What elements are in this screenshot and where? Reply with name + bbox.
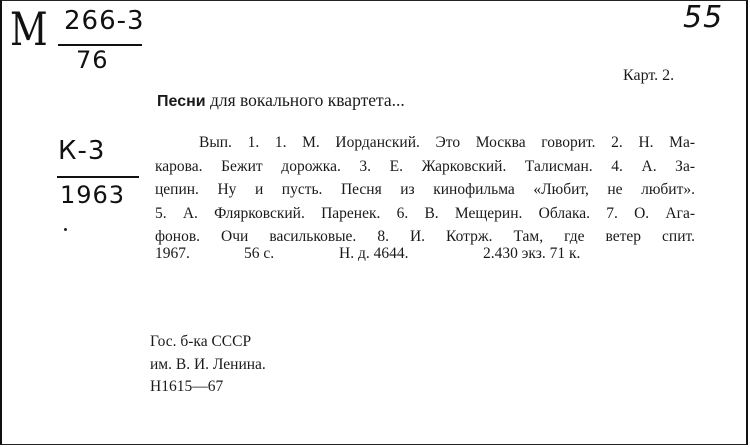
publication-print-run: 2.430 экз. 71 к. [483,245,581,262]
ink-dot [64,228,67,231]
description-line: фонов. Очи васильковые. 8. И. Котрж. Там, где ветер спит. [155,228,695,245]
collection-mark: М [10,2,49,56]
title-bold: Песни [157,93,206,110]
library-name: Гос. б-ка СССР [150,333,252,350]
card-number: 55 [683,0,724,35]
description-line: цепин. Ну и пусть. Песня из кинофильма «Любит, не любит». [155,181,695,198]
code-mark-bottom: 1963 [60,181,126,209]
publication-year: 1967. [155,245,190,262]
card-label: Карт. 2. [623,67,675,84]
shelf-mark-top: 266-3 [64,6,145,36]
description-line: карова. Бежит дорожка. 3. Е. Жарковский. Талисман. 4. А. За- [155,157,695,175]
record-description [155,131,695,249]
description-line: Вып. 1. 1. М. Иорданский. Это Москва говорит. 2. Н. Ма- [199,134,695,151]
library-card-code: Н1615—67 [150,378,224,395]
title-rest: для вокального квартета... [205,90,405,110]
publication-number: Н. д. 4644. [339,245,409,262]
description-line: 5. А. Флярковский. Паренек. 6. В. Мещерин. Облака. 7. О. Ага- [155,204,695,222]
record-title [157,90,405,111]
shelf-mark-bottom: 76 [76,46,109,74]
code-mark-top: К-3 [58,136,106,166]
publication-pages: 56 с. [244,245,275,262]
code-mark-divider [57,176,139,178]
library-dedication: им. В. И. Ленина. [150,356,266,373]
